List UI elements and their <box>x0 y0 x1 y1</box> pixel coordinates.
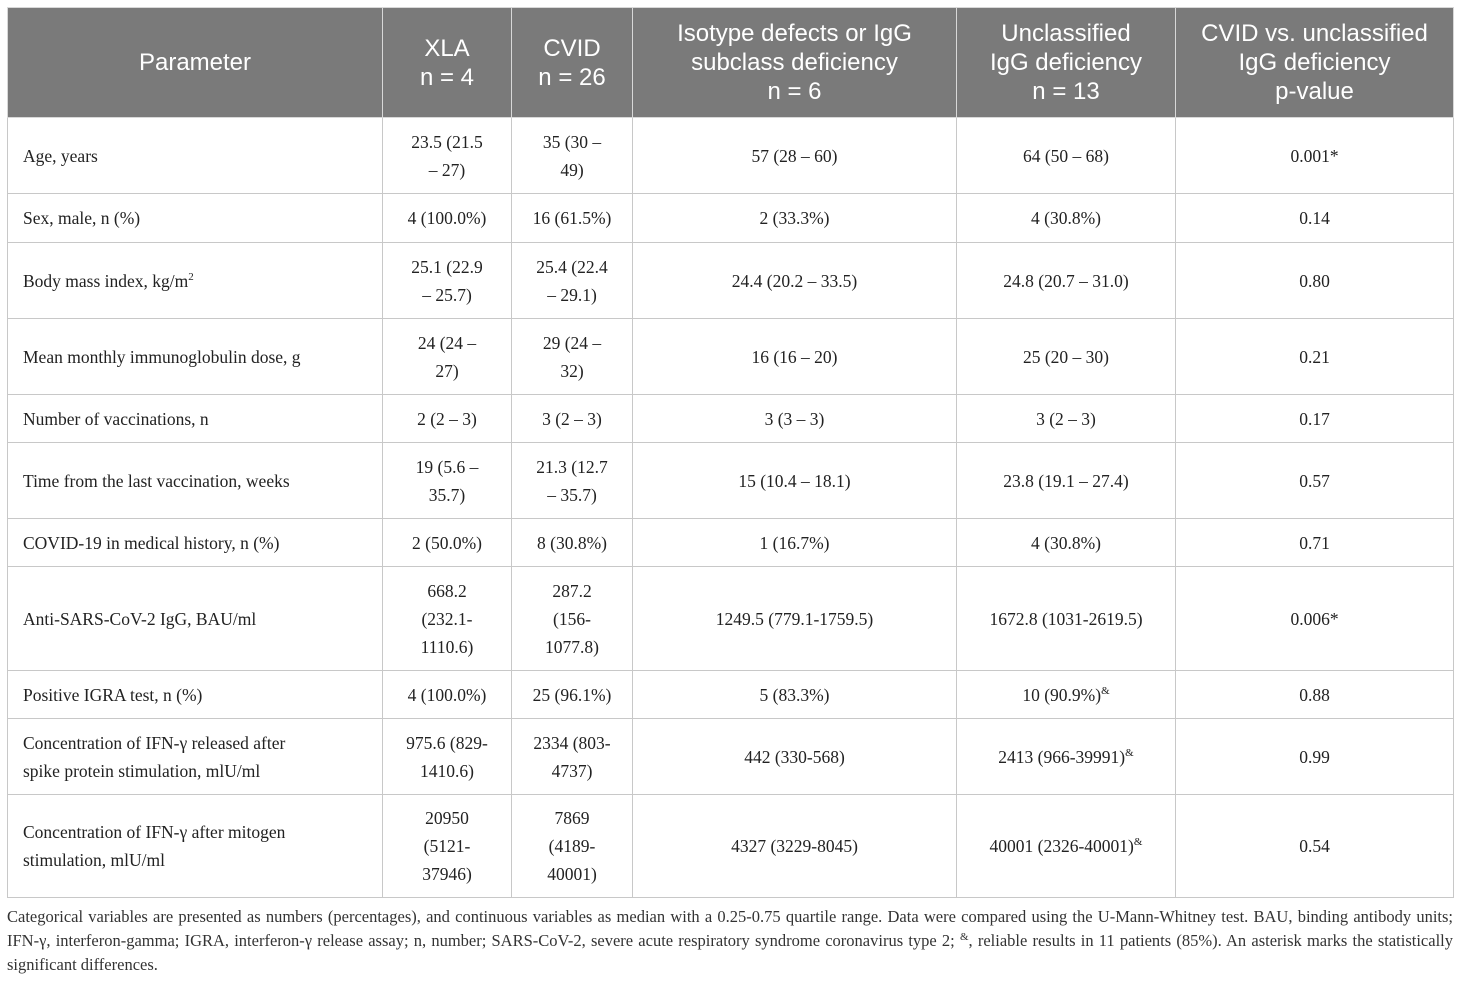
table-row <box>8 671 1454 719</box>
cell-parameter: Anti-SARS-CoV-2 IgG, BAU/ml <box>8 567 383 671</box>
cell-p-value: 0.006* <box>1176 567 1454 671</box>
cell-unclassified <box>957 671 1176 719</box>
cell-parameter: Number of vaccinations, n <box>8 395 383 443</box>
cell-parameter: Sex, male, n (%) <box>8 194 383 243</box>
cell-parameter: Concentration of IFN-γ released after spike protein stimulation, mlU/ml <box>8 719 383 795</box>
cell-isotype: 5 (83.3%) <box>633 671 957 719</box>
table-row <box>8 567 1454 671</box>
cell-xla: 24 (24 – 27) <box>383 319 512 395</box>
table-row <box>8 443 1454 519</box>
superscript: & <box>1101 684 1110 697</box>
cell-isotype: 3 (3 – 3) <box>633 395 957 443</box>
cell-parameter: Time from the last vaccination, weeks <box>8 443 383 519</box>
header-xla: XLA n = 4 <box>383 8 512 118</box>
cell-xla: 2 (2 – 3) <box>383 395 512 443</box>
cell-p-value: 0.54 <box>1176 795 1454 898</box>
cell-xla: 668.2 (232.1- 1110.6) <box>383 567 512 671</box>
cell-xla: 975.6 (829- 1410.6) <box>383 719 512 795</box>
cell-isotype: 2 (33.3%) <box>633 194 957 243</box>
cell-xla: 4 (100.0%) <box>383 671 512 719</box>
cell-p-value: 0.17 <box>1176 395 1454 443</box>
cell-unclassified: 24.8 (20.7 – 31.0) <box>957 243 1176 319</box>
superscript: & <box>1133 836 1143 848</box>
cell-cvid: 287.2 (156- 1077.8) <box>512 567 633 671</box>
table-footnote <box>7 905 1453 977</box>
cell-isotype: 16 (16 – 20) <box>633 319 957 395</box>
cell-isotype: 24.4 (20.2 – 33.5) <box>633 243 957 319</box>
cell-cvid: 29 (24 – 32) <box>512 319 633 395</box>
cell-p-value: 0.80 <box>1176 243 1454 319</box>
cell-xla: 2 (50.0%) <box>383 519 512 567</box>
table-row <box>8 194 1454 243</box>
cell-cvid: 8 (30.8%) <box>512 519 633 567</box>
unclassified-text: 2413 (966-39991) <box>998 746 1126 767</box>
table-row <box>8 243 1454 319</box>
header-row <box>8 8 1454 118</box>
table-row <box>8 519 1454 567</box>
cell-xla: 25.1 (22.9 – 25.7) <box>383 243 512 319</box>
cell-isotype: 57 (28 – 60) <box>633 118 957 194</box>
cell-xla: 20950 (5121- 37946) <box>383 795 512 898</box>
header-cvid: CVID n = 26 <box>512 8 633 118</box>
cell-isotype: 442 (330-568) <box>633 719 957 795</box>
header-parameter: Parameter <box>8 8 383 118</box>
cell-cvid: 35 (30 – 49) <box>512 118 633 194</box>
footnote-superscript: & <box>959 931 969 943</box>
cell-cvid: 2334 (803- 4737) <box>512 719 633 795</box>
table-row <box>8 395 1454 443</box>
cell-xla: 19 (5.6 – 35.7) <box>383 443 512 519</box>
cell-cvid: 25.4 (22.4 – 29.1) <box>512 243 633 319</box>
cell-unclassified: 4 (30.8%) <box>957 519 1176 567</box>
cell-p-value: 0.001* <box>1176 118 1454 194</box>
footnote-text-after: , reliable results in 11 patients (85%). An asterisk marks the statistically significant differences. <box>7 931 1453 974</box>
table-row <box>8 118 1454 194</box>
table-row <box>8 719 1454 795</box>
table-row <box>8 795 1454 898</box>
cell-p-value: 0.99 <box>1176 719 1454 795</box>
cell-cvid: 7869 (4189- 40001) <box>512 795 633 898</box>
cell-unclassified: 4 (30.8%) <box>957 194 1176 243</box>
cell-p-value: 0.21 <box>1176 319 1454 395</box>
cell-isotype: 1 (16.7%) <box>633 519 957 567</box>
cell-unclassified: 23.8 (19.1 – 27.4) <box>957 443 1176 519</box>
cell-parameter: COVID-19 in medical history, n (%) <box>8 519 383 567</box>
cell-parameter <box>8 243 383 319</box>
unclassified-text: 40001 (2326-40001) <box>989 836 1134 856</box>
cell-cvid: 16 (61.5%) <box>512 194 633 243</box>
header-isotype-defects: Isotype defects or IgG subclass deficiency n = 6 <box>633 8 957 118</box>
cell-isotype: 1249.5 (779.1-1759.5) <box>633 567 957 671</box>
cell-isotype: 15 (10.4 – 18.1) <box>633 443 957 519</box>
cell-p-value: 0.57 <box>1176 443 1454 519</box>
cell-isotype: 4327 (3229-8045) <box>633 795 957 898</box>
cell-unclassified: 1672.8 (1031-2619.5) <box>957 567 1176 671</box>
parameter-text: Body mass index, kg/m <box>23 270 189 291</box>
cell-parameter: Age, years <box>8 118 383 194</box>
data-table <box>7 7 1454 898</box>
cell-unclassified <box>957 719 1176 795</box>
footnote-text-before: Categorical variables are presented as numbers (percentages), and continuous variables as median with a 0.25-0.75 quartile range. Data were compared using the U-Mann-Whitney test. BAU, binding antibody units; IFN-γ, interferon-gamma; IGRA, interferon-γ release assay; n, number; SARS-CoV-2, severe acute respiratory syndrome coronavirus type 2; <box>7 907 1453 950</box>
table-row <box>8 319 1454 395</box>
cell-parameter: Mean monthly immunoglobulin dose, g <box>8 319 383 395</box>
cell-unclassified: 64 (50 – 68) <box>957 118 1176 194</box>
cell-p-value: 0.14 <box>1176 194 1454 243</box>
cell-parameter: Concentration of IFN-γ after mitogen stimulation, mlU/ml <box>8 795 383 898</box>
superscript: 2 <box>188 270 194 283</box>
cell-parameter: Positive IGRA test, n (%) <box>8 671 383 719</box>
cell-cvid: 21.3 (12.7 – 35.7) <box>512 443 633 519</box>
header-p-value: CVID vs. unclassified IgG deficiency p-value <box>1176 8 1454 118</box>
cell-p-value: 0.88 <box>1176 671 1454 719</box>
cell-unclassified: 25 (20 – 30) <box>957 319 1176 395</box>
cell-p-value: 0.71 <box>1176 519 1454 567</box>
cell-xla: 23.5 (21.5 – 27) <box>383 118 512 194</box>
cell-xla: 4 (100.0%) <box>383 194 512 243</box>
cell-unclassified: 3 (2 – 3) <box>957 395 1176 443</box>
cell-unclassified <box>957 795 1176 898</box>
unclassified-text: 10 (90.9%) <box>1022 684 1102 705</box>
header-unclassified: Unclassified IgG deficiency n = 13 <box>957 8 1176 118</box>
cell-cvid: 3 (2 – 3) <box>512 395 633 443</box>
cell-cvid: 25 (96.1%) <box>512 671 633 719</box>
superscript: & <box>1125 746 1134 759</box>
